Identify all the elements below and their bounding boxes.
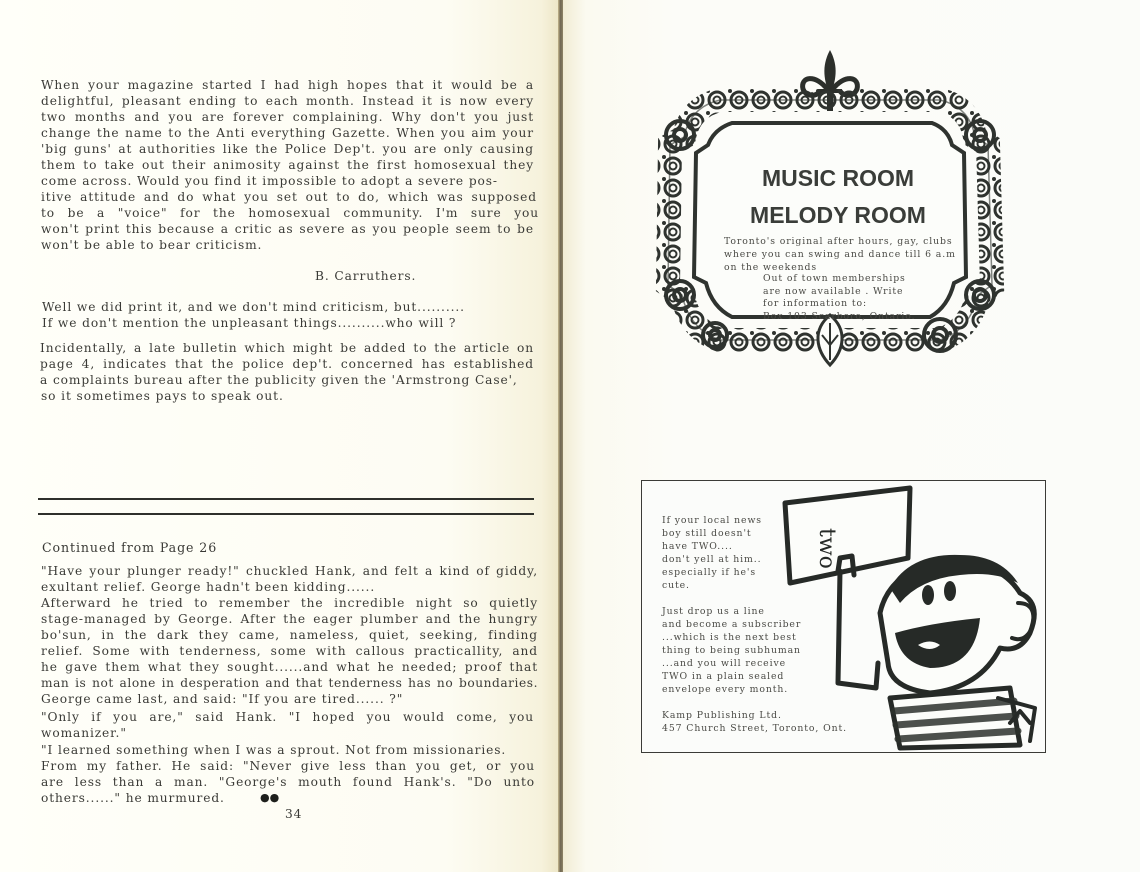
letter-signature: B. Carruthers. [315, 269, 417, 283]
ad-body-line: Toronto's original after hours, gay, clubs [724, 236, 953, 247]
page-number: 34 [285, 807, 303, 821]
letter-line: delightful, pleasant ending to each month. Instead it is now every [41, 94, 534, 108]
story-line: George came last, and said: "If you are tired...... ?" [41, 692, 404, 706]
ad-text-line: TWO in a plain sealed [662, 671, 785, 682]
letter-line: 'big guns' at authorities like the Police Dep't. you are only causing [41, 142, 534, 156]
publisher-line: Kamp Publishing Ltd. [662, 710, 782, 721]
ad-text-line: ...and you will receive [662, 658, 787, 669]
ad-text-line: Just drop us a line [662, 606, 765, 617]
letter-line: to be a "voice" for the homosexual community. I'm sure you [41, 206, 539, 220]
ad-text-line: have TWO.... [662, 541, 733, 552]
ad-text-line: especially if he's [662, 567, 756, 578]
ad-text-line: boy still doesn't [662, 528, 752, 539]
bulletin-line: so it sometimes pays to speak out. [41, 389, 284, 403]
story-line: From my father. He said: "Never give less than you get, or you [41, 759, 535, 773]
story-line: "I learned something when I was a sprout. Not from missionaries. [41, 743, 507, 757]
end-mark: ●● [260, 791, 280, 804]
divider-rule [38, 513, 534, 515]
letter-line: itive attitude and do what you set out to do, which was supposed [41, 190, 537, 204]
story-line: are less than a man. "George's mouth found Hank's. "Do unto [41, 775, 535, 789]
bulletin-line: page 4, indicates that the police dep't. concerned has established [40, 357, 534, 371]
story-line: others......" he murmured. [41, 791, 225, 805]
story-line: bo'sun, in the dark they came, nameless, quiet, seeking, finding [41, 628, 538, 642]
ad-membership-line: Out of town memberships [763, 273, 906, 284]
ad-body-line: on the weekends [724, 262, 818, 273]
ad-title-music-room: MUSIC ROOM [761, 165, 915, 191]
ad-text-line: ...which is the next best [662, 632, 797, 643]
bulletin-line: Incidentally, a late bulletin which might be added to the article on [40, 341, 534, 355]
divider-rule [38, 498, 534, 500]
newsboy-cartoon-icon [780, 483, 1044, 751]
letter-line: When your magazine started I had high hopes that it would be a [41, 78, 534, 92]
continued-heading: Continued from Page 26 [42, 540, 218, 555]
reply-line: If we don't mention the unpleasant things..........who will ? [42, 316, 457, 330]
ad-body-line: where you can swing and dance till 6 a.m [724, 249, 956, 260]
story-line: "Have your plunger ready!" chuckled Hank, and felt a kind of giddy, [41, 564, 538, 578]
story-line: he gave them what they sought......and what he needed; proof that [41, 660, 538, 674]
story-line: "Only if you are," said Hank. "I hoped you would come, you [41, 710, 534, 724]
ad-text-line: If your local news [662, 515, 762, 526]
story-line: Afterward he tried to remember the incredible night so quietly [41, 596, 538, 610]
ad-text-line: envelope every month. [662, 684, 789, 695]
sign-text: two [814, 528, 839, 569]
story-line: man is not alone in desperation and that tenderness has no boundaries. [41, 676, 538, 690]
ad-text-line: don't yell at him.. [662, 554, 762, 565]
ad-text-line: and become a subscriber [662, 619, 802, 630]
story-line: relief. Some with tenderness, some with callous practicallity, and [41, 644, 538, 658]
story-line: exultant relief. George hadn't been kidding...... [41, 580, 376, 594]
letter-line: them to take out their animosity against the first homosexual they [41, 158, 534, 172]
letter-line: come across. Would you find it impossible to adopt a severe pos- [41, 174, 498, 188]
letter-line: change the name to the Anti everything Gazette. When you aim your [41, 126, 534, 140]
ad-membership-line: for information to: [763, 298, 868, 309]
ad-text-line: thing to being subhuman [662, 645, 801, 656]
ad-membership-line: Box 103 Scarboro, Ontario. [763, 311, 916, 322]
ad-text-line: cute. [662, 580, 690, 591]
story-line: womanizer." [41, 726, 127, 740]
letter-line: won't print this because a critic as severe as you people seem to be [41, 222, 534, 236]
letter-line: two months and you are forever complaining. Why don't you just [41, 110, 534, 124]
publisher-address: 457 Church Street, Toronto, Ont. [662, 723, 848, 734]
ad-title-melody-room: MELODY ROOM [750, 202, 926, 228]
letter-line: won't be able to bear criticism. [41, 238, 263, 252]
ad-membership-line: are now available . Write [763, 286, 904, 297]
bulletin-line: a complaints bureau after the publicity given the 'Armstrong Case', [40, 373, 518, 387]
reply-line: Well we did print it, and we don't mind criticism, but.......... [42, 300, 465, 314]
story-line: stage-managed by George. After the eager plumber and the hungry [41, 612, 538, 626]
